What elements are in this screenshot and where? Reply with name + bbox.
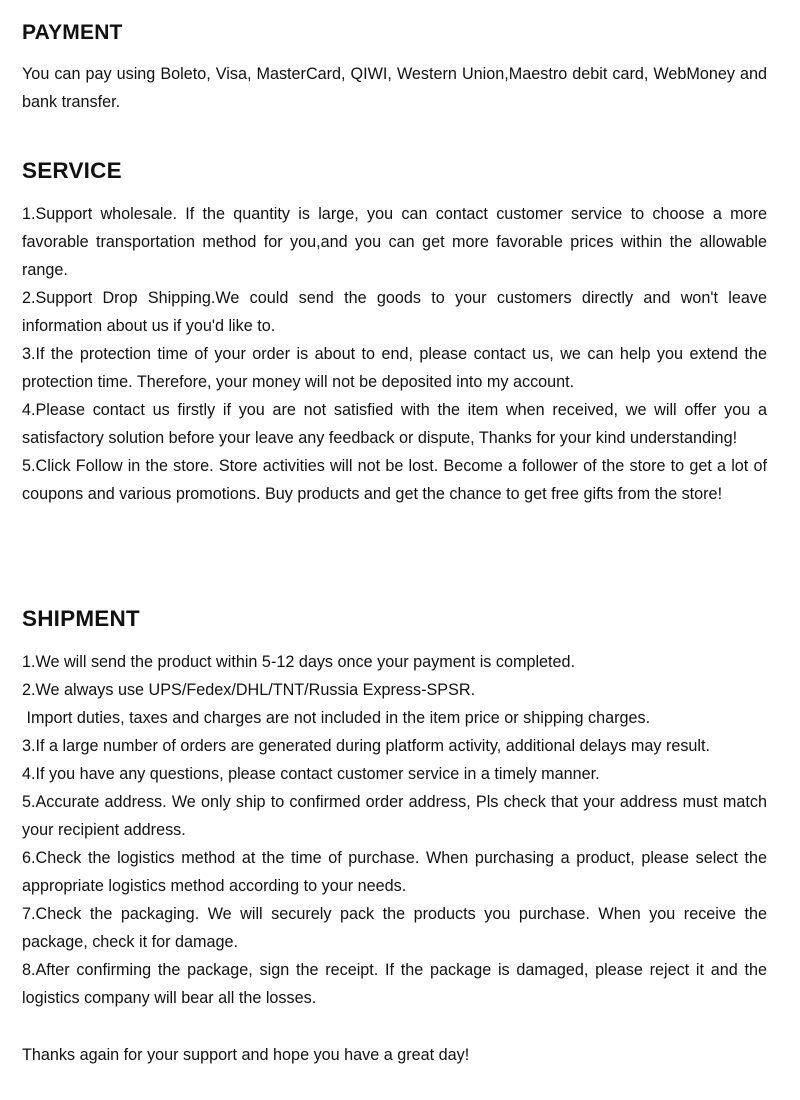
shipment-item-3: 3.If a large number of orders are generated during platform activity, additional delays may result. xyxy=(22,737,711,755)
shipment-item-5: 5.Accurate address. We only ship to confirmed order address, Pls check that your address must match your recipient address. xyxy=(22,793,767,839)
payment-heading: PAYMENT xyxy=(22,21,123,44)
payment-text: You can pay using Boleto, Visa, MasterCard, QIWI, Western Union,Maestro debit card, WebMoney and bank transfer. xyxy=(22,65,767,111)
shipment-item-4: 4.If you have any questions, please contact customer service in a timely manner. xyxy=(22,765,600,783)
service-list xyxy=(22,200,767,508)
service-item-5: 5.Click Follow in the store. Store activities will not be lost. Become a follower of the store to get a lot of coupons and various promotions. Buy products and get the chance to get free gifts from the store! xyxy=(22,457,767,503)
shipment-item-2: 2.We always use UPS/Fedex/DHL/TNT/Russia Express-SPSR. xyxy=(22,681,476,699)
service-item-2: 2.Support Drop Shipping.We could send the goods to your customers directly and won't leave information about us if you'd like to. xyxy=(22,289,767,335)
shipment-heading: SHIPMENT xyxy=(22,606,140,631)
shipment-item-7: 7.Check the packaging. We will securely pack the products you purchase. When you receive the package, check it for damage. xyxy=(22,905,767,951)
service-item-1: 1.Support wholesale. If the quantity is large, you can contact customer service to choose a more favorable transportation method for you,and you can get more favorable prices within the allowable range. xyxy=(22,205,767,279)
shipment-item-8: 8.After confirming the package, sign the receipt. If the package is damaged, please reject it and the logistics company will bear all the losses. xyxy=(22,961,767,1007)
service-item-3: 3.If the protection time of your order is about to end, please contact us, we can help you extend the protection time. Therefore, your money will not be deposited into my account. xyxy=(22,345,767,391)
service-heading: SERVICE xyxy=(22,158,122,183)
shipment-item-2-note: Import duties, taxes and charges are not included in the item price or shipping charges. xyxy=(22,709,651,727)
shipment-list xyxy=(22,648,767,1012)
service-item-4: 4.Please contact us firstly if you are not satisfied with the item when received, we will offer you a satisfactory solution before your leave any feedback or dispute, Thanks for your kind understanding! xyxy=(22,401,767,447)
shipment-item-6: 6.Check the logistics method at the time of purchase. When purchasing a product, please select the appropriate logistics method according to your needs. xyxy=(22,849,767,895)
shipment-item-1: 1.We will send the product within 5-12 days once your payment is completed. xyxy=(22,653,576,671)
closing-message: Thanks again for your support and hope you have a great day! xyxy=(22,1046,470,1064)
